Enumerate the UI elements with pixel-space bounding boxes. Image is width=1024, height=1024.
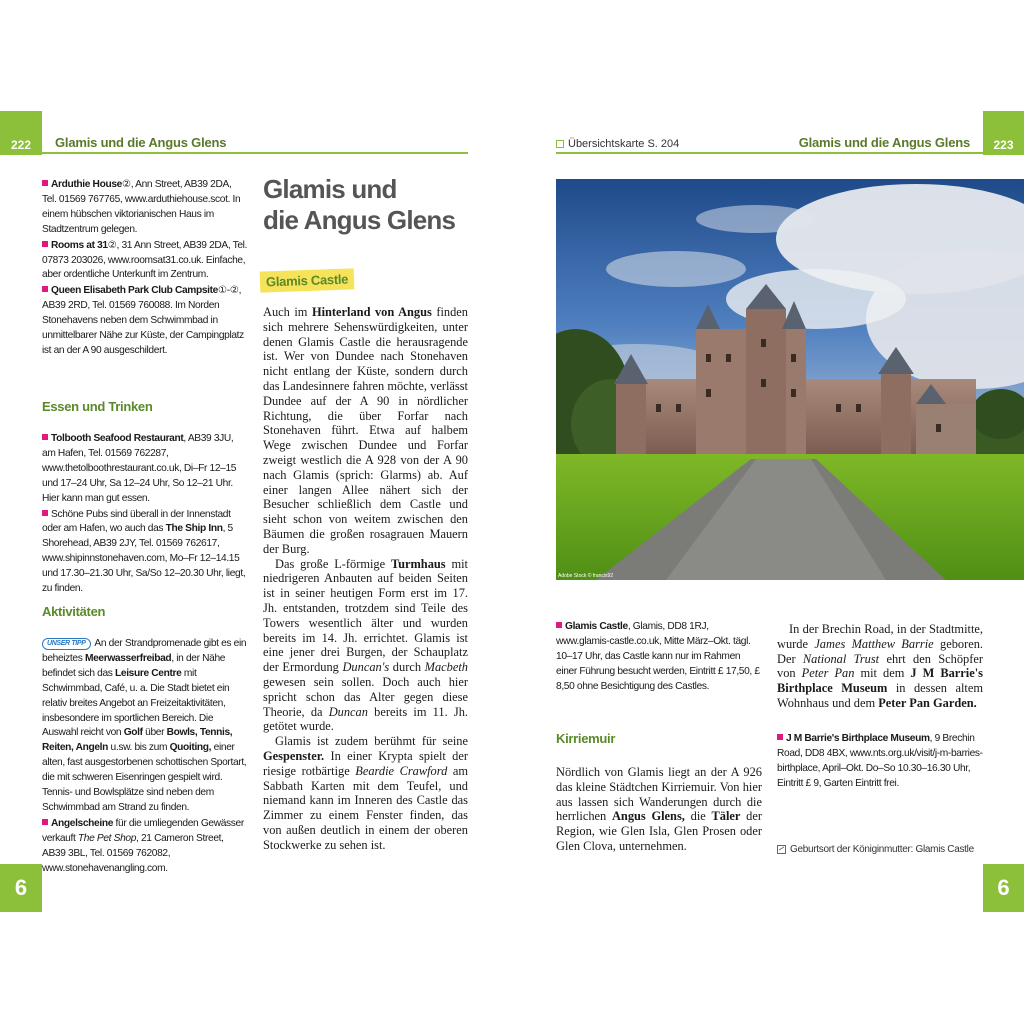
glamis-castle-photo bbox=[556, 179, 1024, 580]
bullet-square bbox=[42, 286, 48, 292]
photo-credit: Adobe Stock © francis92 bbox=[558, 573, 614, 579]
list-item: Rooms at 31②, 31 Ann Street, AB39 2DA, Tel. 07873 203026, www.roomsat31.co.uk. Einfache, aber ordentliche Unterkunft im Zentrum. bbox=[42, 239, 248, 281]
food-list bbox=[42, 432, 248, 598]
chapter-title bbox=[263, 174, 455, 236]
left-header-rule bbox=[42, 152, 468, 154]
bullet-square bbox=[42, 510, 48, 516]
paragraph: Glamis ist zudem berühmt für seine Gespenster. In einer Krypta spielt der riesige rotbärtige Beardie Crawford am Sabbath Karten mit dem Teufel, und niemand kann im Inneren des Castle das Zimmer zu einem Fenster finden, das von außen deutlich in einem der oberen Stockwerke zu sehen ist. bbox=[263, 734, 468, 852]
bullet-square bbox=[42, 434, 48, 440]
paragraph: Auch im Hinterland von Angus finden sich mehrere Sehenswürdigkeiten, unter denen Glamis Castle die herausragende ist. Wer von Dundee nach Stonehaven nicht entlang der Küste, sondern durch das Landesinnere fahren möchte, verlässt Dundee auf der A 90 in nördlicher Richtung, die über Forfar nach Stonehaven führt. Etwa auf halbem Wege zwischen Dundee und Forfar zweigt westlich die A 928 von der A 90 nach Glamis (sprich: Glarms) ab. Auf einer langen Allee nähert sich der Besucher schließlich dem Castle und sieht schon von weitem zwischen den Bäumen die großen rosagrauen Mauern der Burg. bbox=[263, 305, 468, 556]
food-heading: Essen und Trinken bbox=[42, 399, 153, 414]
bullet-square bbox=[556, 622, 562, 628]
list-item: Schöne Pubs sind überall in der Innenstadt oder am Hafen, wo auch das The Ship Inn, 5 Shorehead, AB39 2JY, Tel. 01569 762617, www.shipinnstonehaven.com, Mo–Fr 12–14.15 und 17.30–21.30 Uhr, Sa/So 12–20.30 Uhr, liegt, zu finden. bbox=[42, 508, 246, 595]
map-reference-text: Übersichtskarte S. 204 bbox=[568, 138, 680, 150]
paragraph: Das große L-förmige Turmhaus mit niedrigeren Anbauten auf beiden Seiten ist in seiner heutigen Form erst im 17. Jh. entstanden, trotzdem sind Teile des Towers wesentlich älter und wurden bereits im 14. Jh. errichtet. Glamis ist eine jener drei Burgen, der Schauplatz der Ermordung Duncan's durch Macbeth gewesen sein sollen. Doch auch hier spricht schon das Alter gegen diese Theorie, da Duncan bereits im 11. Jh. getötet wurde. bbox=[263, 556, 468, 734]
list-item: Glamis Castle, Glamis, DD8 1RJ, www.glamis-castle.co.uk, Mitte März–Okt. tägl. 10–17 Uhr, das Castle kann nur im Rahmen einer Führung besucht werden, Eintritt £ 17,50, £ 8,50 ohne Besichtigung des Castles. bbox=[556, 621, 760, 692]
barrie-text bbox=[777, 622, 983, 711]
paragraph: In der Brechin Road, in der Stadtmitte, wurde James Matthew Barrie geboren. Der National Trust ehrt den Schöpfer von Peter Pan mit dem J M Barrie's Birthplace Museum in dessen altem Wohnhaus und dem Peter Pan Garden. bbox=[777, 622, 984, 710]
left-running-title: Glamis und die Angus Glens bbox=[55, 135, 227, 150]
photo-caption-text: Geburtsort der Königinmutter: Glamis Castle bbox=[790, 844, 974, 855]
photo-caption bbox=[777, 844, 974, 855]
kirriemuir-heading: Kirriemuir bbox=[556, 731, 616, 746]
chapter-title-line-2: die Angus Glens bbox=[263, 205, 456, 235]
glamis-info-block bbox=[556, 620, 762, 696]
list-item: Angelscheine für die umliegenden Gewässer verkauft The Pet Shop, 21 Cameron Street, AB39 3BL, Tel. 01569 762082, www.stonehavenangling.com. bbox=[42, 817, 244, 874]
chapter-tab-right: 6 bbox=[983, 864, 1024, 912]
paragraph: Nördlich von Glamis liegt an der A 926 das kleine Städtchen Kirriemuir. Von hier aus lassen sich Wanderungen durch die herrlichen Angus Glens, die Täler der Region, wie Glen Isla, Glen Prosen oder Glen Clova, unternehmen. bbox=[556, 765, 762, 853]
right-running-title: Glamis und die Angus Glens bbox=[798, 135, 970, 150]
right-page-number: 223 bbox=[983, 111, 1024, 155]
activities-paragraph: UNSER TIPP An der Strandpromenade gibt es ein beheiztes Meerwasserfreibad, in der Nähe befindet sich das Leisure Centre mit Schwimmbad, Café, u. a. Die Stadt bietet ein relativ breites Angebot an Freizeitaktivitäten, insbesondere im sportlichen Bereich. Die Auswahl reicht von Golf über Bowls, Tennis, Reiten, Angeln u.sw. bis zum Quoiting, einer alten, fast ausgestorbenen schottischen Sportart, die mit schweren Eisenringen gespielt wird. Tennis- und Bowlsplätze sind neben dem Schwimmbad am Strand zu finden. bbox=[42, 638, 247, 813]
list-item: Queen Elisabeth Park Club Campsite①-②, AB39 2RD, Tel. 01569 760088. Im Norden Stonehavens neben dem Schwimmbad in unmittelbarer Nähe zur Küste, der Campingplatz ist an der A 90 ausgeschildert. bbox=[42, 285, 244, 356]
list-item: J M Barrie's Birthplace Museum, 9 Brechin Road, DD8 4BX, www.nts.org.uk/visit/j-m-barries-birthplace, April–Okt. Do–So 10.30–16.30 Uhr, Eintritt £ 9, Garten Eintritt frei. bbox=[777, 733, 983, 789]
map-reference-icon bbox=[556, 140, 564, 148]
map-reference[interactable] bbox=[556, 138, 679, 150]
chapter-tab-left: 6 bbox=[0, 864, 42, 912]
bullet-square bbox=[42, 180, 48, 186]
main-body-text bbox=[263, 305, 468, 852]
castle-photo-illustration bbox=[556, 179, 1024, 580]
bullet-square bbox=[777, 734, 783, 740]
left-page-number: 222 bbox=[0, 111, 42, 155]
activities-heading: Aktivitäten bbox=[42, 604, 106, 619]
tip-badge: UNSER TIPP bbox=[42, 638, 91, 650]
chapter-title-line-1: Glamis und bbox=[263, 174, 397, 204]
kirriemuir-text bbox=[556, 765, 762, 854]
bullet-square bbox=[42, 819, 48, 825]
list-item: Arduthie House②, Ann Street, AB39 2DA, Tel. 01569 767765, www.arduthiehouse.scot. In einem hübschen viktorianischen Haus im Stadtzentrum gelegen. bbox=[42, 179, 241, 235]
museum-info-block bbox=[777, 732, 983, 793]
accommodation-list bbox=[42, 178, 248, 360]
right-header-rule bbox=[556, 152, 983, 154]
activities-text bbox=[42, 637, 248, 878]
bullet-square bbox=[42, 241, 48, 247]
list-item: Tolbooth Seafood Restaurant, AB39 3JU, am Hafen, Tel. 01569 762287, www.thetolboothrestaurant.co.uk, Di–Fr 12–15 und 17–24 Uhr, Sa 12–24 Uhr, So 12–21 Uhr. Hier kann man gut essen. bbox=[42, 433, 237, 504]
photo-caption-icon bbox=[777, 845, 786, 854]
section-label-glamis-castle: Glamis Castle bbox=[260, 268, 355, 292]
